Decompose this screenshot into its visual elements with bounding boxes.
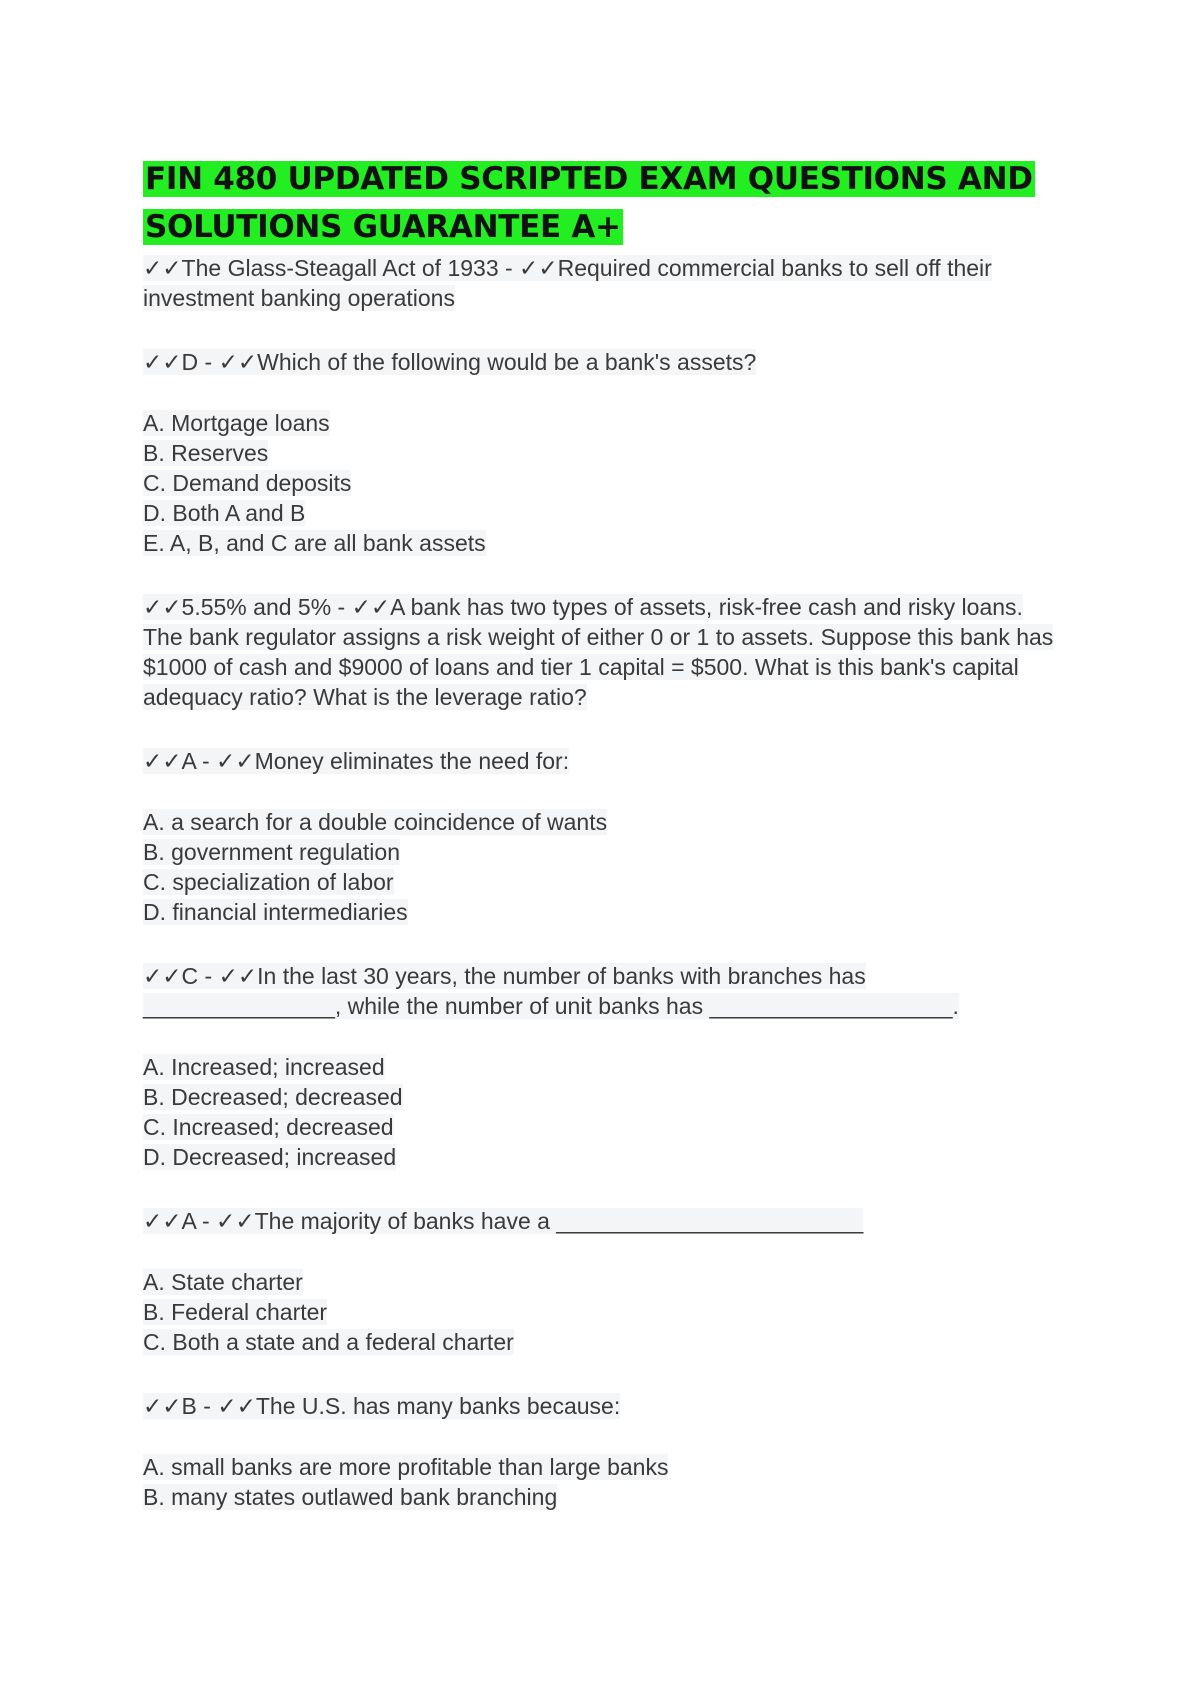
title-line-2: SOLUTIONS GUARANTEE A+ [145,209,621,245]
option-item: C. Both a state and a federal charter [143,1329,514,1355]
option-item: A. Increased; increased [143,1054,385,1080]
option-item: D. Decreased; increased [143,1144,397,1170]
qa-item [143,592,1063,712]
question-answer-text: ✓✓The Glass-Steagall Act of 1933 - ✓✓Required commercial banks to sell off their investment banking operations [143,255,992,311]
question-answer-text: ✓✓D - ✓✓Which of the following would be a bank's assets? [143,349,757,375]
qa-item [143,1206,1063,1236]
question-answer-text: ✓✓A - ✓✓Money eliminates the need for: [143,748,570,774]
title-line-1: FIN 480 UPDATED SCRIPTED EXAM QUESTIONS AND [145,161,1033,197]
option-item: D. Both A and B [143,500,306,526]
answer-options [143,1052,1063,1172]
option-item: C. Increased; decreased [143,1114,394,1140]
qa-item [143,253,1063,313]
option-item: B. government regulation [143,839,400,865]
option-item: A. small banks are more profitable than large banks [143,1454,669,1480]
option-item: C. Demand deposits [143,470,352,496]
question-answer-text: ✓✓B - ✓✓The U.S. has many banks because: [143,1393,621,1419]
option-item: A. State charter [143,1269,303,1295]
question-answer-text: ✓✓A - ✓✓The majority of banks have a ________________________ [143,1208,864,1234]
qa-item [143,347,1063,377]
answer-options [143,408,1063,558]
answer-options [143,807,1063,927]
qa-item [143,746,1063,776]
option-item: B. many states outlawed bank branching [143,1484,558,1510]
document-title [143,155,1063,251]
qa-item [143,1391,1063,1421]
qa-item [143,961,1063,1021]
option-item: E. A, B, and C are all bank assets [143,530,486,556]
option-item: B. Decreased; decreased [143,1084,403,1110]
option-item: B. Reserves [143,440,269,466]
answer-options [143,1267,1063,1357]
option-item: C. specialization of labor [143,869,394,895]
question-answer-text: ✓✓C - ✓✓In the last 30 years, the number of banks with branches has _______________, while the number of unit banks has ___________________. [143,963,959,1019]
question-answer-text: ✓✓5.55% and 5% - ✓✓A bank has two types of assets, risk-free cash and risky loans. The bank regulator assigns a risk weight of either 0 or 1 to assets. Suppose this bank has $1000 of cash and $9000 of loans and tier 1 capital = $500. What is this bank's capital adequacy ratio? What is the leverage ratio? [143,594,1054,710]
option-item: A. Mortgage loans [143,410,330,436]
option-item: A. a search for a double coincidence of wants [143,809,608,835]
document-page [143,155,1063,1512]
answer-options [143,1452,1063,1512]
option-item: B. Federal charter [143,1299,328,1325]
option-item: D. financial intermediaries [143,899,408,925]
